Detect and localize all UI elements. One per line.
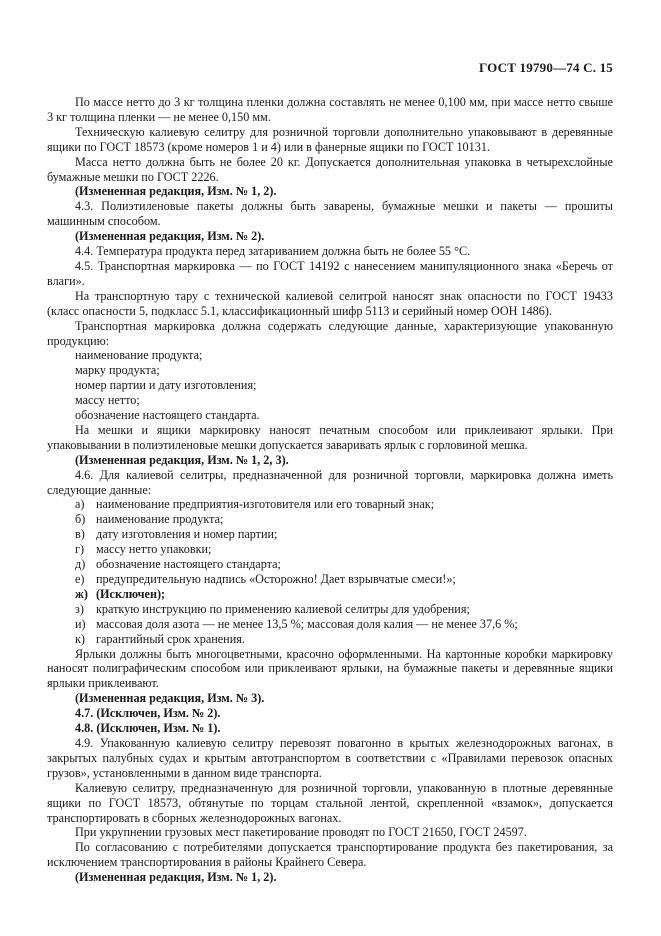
paragraph: Ярлыки должны быть многоцветными, красочно оформленными. На картонные коробки маркировку наносят полиграфическим способом или приклеивают ярлыки, на бумажные пакеты и деревянные ящики ярлыки приклеивают. (47, 646, 613, 691)
list-item-excluded (47, 587, 613, 602)
clause-4-6: 4.6. Для калиевой селитры, предназначенной для розничной торговли, маркировка должна иметь следующие данные: (47, 467, 613, 497)
paragraph: Техническую калиевую селитру для розничной торговли дополнительно упаковывают в деревянные ящики по ГОСТ 18573 (кроме номеров 1 и 4) или в фанерные ящики по ГОСТ 10131. (47, 124, 613, 154)
clause-4-3: 4.3. Полиэтиленовые пакеты должны быть заварены, бумажные мешки и пакеты — прошиты машинным способом. (47, 199, 613, 229)
marking-item: обозначение настоящего стандарта. (75, 408, 260, 423)
list-text: предупредительную надпись «Осторожно! Дает взрывчатые смеси!»; (96, 572, 456, 586)
marking-item: наименование продукта; (75, 348, 203, 363)
page-header: ГОСТ 19790—74 С. 15 (479, 60, 613, 75)
revision-note: (Измененная редакция, Изм. № 3). (75, 691, 265, 706)
clause-4-4: 4.4. Температура продукта перед затариванием должна быть не более 55 °С. (75, 244, 471, 259)
list-item (47, 497, 613, 512)
list-item (47, 512, 613, 527)
list-item (47, 572, 613, 587)
list-item (47, 557, 613, 572)
list-marker: б) (75, 512, 86, 527)
revision-note: (Измененная редакция, Изм. № 1, 2). (75, 184, 277, 199)
clause-4-7-excluded: 4.7. (Исключен, Изм. № 2). (75, 706, 221, 721)
list-marker: е) (75, 572, 85, 586)
list-text: массу нетто упаковки; (96, 542, 212, 557)
list-item (47, 527, 613, 542)
list-text: массовая доля азота — не менее 13,5 %; массовая доля калия — не менее 37,6 %; (96, 616, 518, 631)
list-item (47, 542, 613, 557)
revision-note: (Измененная редакция, Изм. № 2). (75, 229, 265, 244)
clause-4-8-excluded: 4.8. (Исключен, Изм. № 1). (75, 721, 221, 736)
list-text: наименование продукта; (96, 512, 224, 527)
paragraph: На транспортную тару с технической калиевой селитрой наносят знак опасности по ГОСТ 19433 (класс опасности 5, подкласс 5.1, классификационный шифр 5113 и серийный номер ООН 1486). (47, 288, 613, 318)
revision-note: (Измененная редакция, Изм. № 1, 2). (75, 870, 277, 885)
document-body (47, 95, 613, 885)
paragraph: На мешки и ящики маркировку наносят печатным способом или приклеивают ярлыки. При упаковывании в полиэтиленовые мешки допускается заваривать ярлык с горловиной мешка. (47, 422, 613, 452)
list-marker: к) (75, 631, 85, 646)
list-text: наименование предприятия-изготовителя или его товарный знак; (96, 497, 435, 512)
list-text: гарантийный срок хранения. (96, 631, 245, 646)
list-text: обозначение настоящего стандарта; (96, 557, 281, 572)
paragraph: Калиевую селитру, предназначенную для розничной торговли, упакованную в плотные деревянные ящики по ГОСТ 18573, обтянутые по торцам стальной лентой, скрепленной «взамок», допускается транспортировать в сборных железнодорожных вагонах. (47, 780, 613, 825)
list-item (47, 602, 613, 617)
revision-note: (Измененная редакция, Изм. № 1, 2, 3). (75, 452, 289, 467)
paragraph: При укрупнении грузовых мест пакетирование проводят по ГОСТ 21650, ГОСТ 24597. (75, 825, 527, 840)
list-marker: и) (75, 616, 86, 631)
paragraph: По согласованию с потребителями допускается транспортирование продукта без пакетирования, за исключением транспортирования в районы Крайнего Севера. (47, 840, 613, 870)
list-item (47, 632, 613, 647)
list-text: краткую инструкцию по применению калиевой селитры для удобрения; (96, 601, 470, 616)
list-marker: г) (75, 542, 85, 557)
list-marker: в) (75, 527, 85, 542)
marking-item: массу нетто; (75, 393, 140, 408)
paragraph: Масса нетто должна быть не более 20 кг. Допускается дополнительная упаковка в четырехслойные бумажные мешки по ГОСТ 2226. (47, 154, 613, 184)
list-marker: з) (75, 601, 84, 616)
list-marker: ж) (75, 586, 88, 601)
list-text: дату изготовления и номер партии; (96, 527, 278, 542)
paragraph: По массе нетто до 3 кг толщина пленки должна составлять не менее 0,100 мм, при массе нетто свыше 3 кг толщина пленки — не менее 0,150 мм. (47, 95, 613, 124)
marking-item: марку продукта; (75, 363, 160, 378)
marking-item: номер партии и дату изготовления; (75, 378, 257, 393)
list-marker: д) (75, 557, 86, 572)
paragraph: Транспортная маркировка должна содержать следующие данные, характеризующие упакованную продукцию: (47, 318, 613, 348)
clause-4-5: 4.5. Транспортная маркировка — по ГОСТ 14192 с нанесением манипуляционного знака «Беречь от влаги». (47, 258, 613, 288)
list-marker: а) (75, 497, 85, 512)
list-text: (Исключен); (96, 586, 166, 601)
clause-4-9: 4.9. Упакованную калиевую селитру перевозят повагонно в крытых железнодорожных вагонах, в закрытых палубных судах и крытым автотранспортом в соответствии с «Правилами перевозок опасных грузов», установленными в данном виде транспорта. (47, 735, 613, 780)
list-item (47, 617, 613, 632)
